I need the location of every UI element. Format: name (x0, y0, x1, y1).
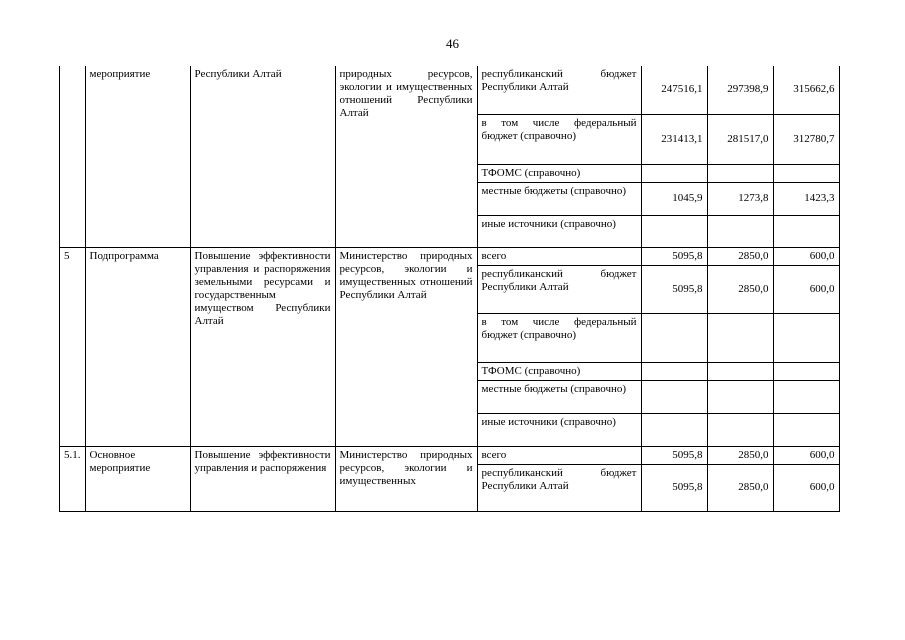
page-number: 46 (446, 36, 459, 51)
funding-source-cell: иные источники (справочно) (477, 413, 641, 446)
value-year2-cell: 2850,0 (707, 446, 773, 464)
item-name-cell: Повышение эффективности управления и распоряжения (190, 446, 335, 511)
value-year1-cell: 5095,8 (641, 265, 707, 313)
table-row (60, 247, 840, 265)
value-year3-cell (773, 164, 839, 182)
item-type-cell: Основное мероприятие (85, 446, 190, 511)
value-year3-cell (773, 380, 839, 413)
value-year2-cell: 2850,0 (707, 265, 773, 313)
funding-source-cell: республиканский бюджет Республики Алтай (477, 66, 641, 114)
value-year1-cell: 231413,1 (641, 114, 707, 164)
value-year3-cell: 600,0 (773, 464, 839, 511)
value-year1-cell (641, 362, 707, 380)
value-year1-cell: 1045,9 (641, 182, 707, 215)
value-year2-cell (707, 215, 773, 247)
funding-source-cell: ТФОМС (справочно) (477, 362, 641, 380)
value-year3-cell: 600,0 (773, 446, 839, 464)
item-number-cell: 5.1. (60, 446, 86, 511)
funding-source-cell: в том числе федеральный бюджет (справочно) (477, 313, 641, 362)
value-year2-cell (707, 380, 773, 413)
funding-source-cell: в том числе федеральный бюджет (справочно) (477, 114, 641, 164)
value-year2-cell: 2850,0 (707, 464, 773, 511)
value-year2-cell: 2850,0 (707, 247, 773, 265)
table-row (60, 66, 840, 114)
executor-cell: Министерство природных ресурсов, экологии и имущественных отношений Республики Алтай (335, 247, 477, 446)
item-type-cell: мероприятие (85, 66, 190, 247)
funding-source-cell: иные источники (справочно) (477, 215, 641, 247)
value-year2-cell (707, 164, 773, 182)
value-year1-cell: 247516,1 (641, 66, 707, 114)
value-year2-cell: 297398,9 (707, 66, 773, 114)
value-year1-cell (641, 164, 707, 182)
executor-cell: Министерство природных ресурсов, экологии и имущественных (335, 446, 477, 511)
item-number-cell (60, 66, 86, 247)
funding-source-cell: республиканский бюджет Республики Алтай (477, 464, 641, 511)
item-number-cell: 5 (60, 247, 86, 446)
funding-source-cell: местные бюджеты (справочно) (477, 380, 641, 413)
value-year3-cell (773, 413, 839, 446)
value-year3-cell: 600,0 (773, 247, 839, 265)
funding-table (59, 66, 840, 512)
value-year1-cell: 5095,8 (641, 247, 707, 265)
funding-source-cell: ТФОМС (справочно) (477, 164, 641, 182)
executor-cell: природных ресурсов, экологии и имущественных отношений Республики Алтай (335, 66, 477, 247)
value-year3-cell (773, 313, 839, 362)
value-year1-cell (641, 413, 707, 446)
value-year1-cell (641, 380, 707, 413)
value-year3-cell (773, 215, 839, 247)
value-year1-cell: 5095,8 (641, 446, 707, 464)
value-year2-cell: 281517,0 (707, 114, 773, 164)
value-year1-cell (641, 313, 707, 362)
value-year3-cell: 1423,3 (773, 182, 839, 215)
value-year1-cell (641, 215, 707, 247)
item-name-cell: Республики Алтай (190, 66, 335, 247)
funding-source-cell: всего (477, 446, 641, 464)
value-year2-cell (707, 362, 773, 380)
value-year3-cell: 315662,6 (773, 66, 839, 114)
value-year3-cell: 600,0 (773, 265, 839, 313)
table-row (60, 446, 840, 464)
value-year2-cell (707, 313, 773, 362)
funding-source-cell: всего (477, 247, 641, 265)
value-year1-cell: 5095,8 (641, 464, 707, 511)
value-year2-cell (707, 413, 773, 446)
funding-source-cell: республиканский бюджет Республики Алтай (477, 265, 641, 313)
item-name-cell: Повышение эффективности управления и распоряжения земельными ресурсами и государственным имуществом Республики Алтай (190, 247, 335, 446)
item-type-cell: Подпрограмма (85, 247, 190, 446)
value-year2-cell: 1273,8 (707, 182, 773, 215)
value-year3-cell: 312780,7 (773, 114, 839, 164)
value-year3-cell (773, 362, 839, 380)
funding-source-cell: местные бюджеты (справочно) (477, 182, 641, 215)
